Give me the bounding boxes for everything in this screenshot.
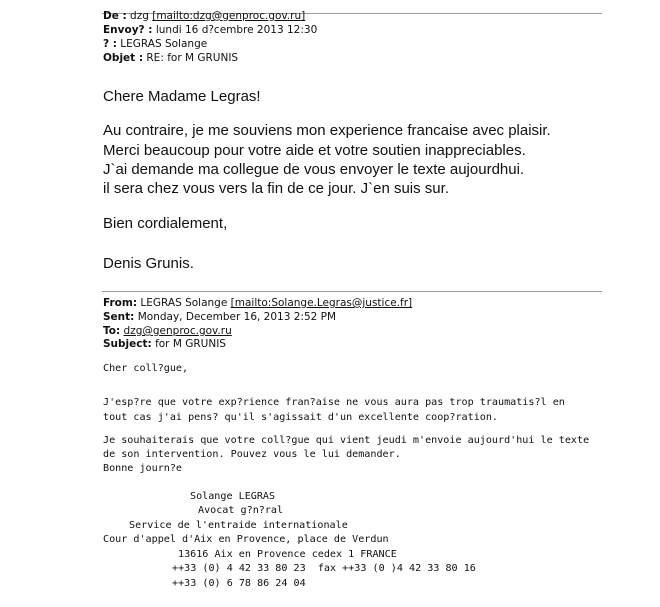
subject-label: Subject:	[103, 338, 152, 350]
orig-sent-line	[103, 311, 336, 323]
sig-mobile: ++33 (0) 6 78 86 24 04	[172, 578, 306, 589]
reply-greeting: Chere Madame Legras!	[103, 88, 261, 105]
sig-service: Service de l'entraide internationale	[129, 520, 348, 531]
sig-phone-fax: ++33 (0) 4 42 33 80 23 fax ++33 (0 )4 42 33 80 16	[172, 563, 476, 574]
from-mailto-link[interactable]: [mailto:dzg@genproc.gov.ru]	[152, 10, 306, 22]
reply-line: il sera chez vous vers la fin de ce jour. J`en suis sur.	[103, 180, 449, 197]
reply-subject-line	[103, 52, 238, 64]
from-label: From:	[103, 297, 138, 309]
orig-line: tout cas j'ai pens? qu'il s'agissait d'un excellente coop?ration.	[103, 412, 499, 423]
reply-line: Merci beaucoup pour votre aide et votre soutien inappreciables.	[103, 142, 526, 159]
sent-label: Sent:	[103, 311, 135, 323]
sent-value: lundi 16 d?cembre 2013 12:30	[155, 24, 318, 36]
reply-line: Au contraire, je me souviens mon experience francaise avec plaisir.	[103, 122, 551, 139]
reply-from-line	[103, 10, 305, 22]
from-mailto-link[interactable]: [mailto:Solange.Legras@justice.fr]	[230, 297, 413, 309]
orig-to-line	[103, 325, 232, 337]
reply-signature: Denis Grunis.	[103, 255, 194, 272]
sig-name: Solange LEGRAS	[190, 491, 276, 502]
reply-sent-line	[103, 24, 317, 36]
orig-line: J'esp?re que votre exp?rience fran?aise ne vous aura pas trop traumatis?l en	[103, 397, 565, 408]
sent-label: Envoy? :	[103, 24, 153, 36]
reply-line: J`ai demande ma collegue de vous envoyer le texte aujourdhui.	[103, 161, 525, 178]
sig-title: Avocat g?n?ral	[198, 505, 284, 516]
reply-to-line	[103, 38, 207, 50]
sig-city: 13616 Aix en Provence cedex 1 FRANCE	[178, 549, 397, 560]
to-value: LEGRAS Solange	[120, 38, 208, 50]
from-name: dzg	[130, 10, 149, 22]
sent-value: Monday, December 16, 2013 2:52 PM	[137, 311, 337, 323]
orig-greeting: Cher coll?gue,	[103, 363, 189, 374]
to-label: ? :	[103, 38, 117, 50]
orig-line: de son intervention. Pouvez vous le lui demander.	[103, 449, 401, 460]
reply-closing: Bien cordialement,	[103, 215, 228, 232]
orig-line: Je souhaiterais que votre coll?gue qui vient jeudi m'envoie aujourd'hui le texte	[103, 435, 590, 446]
subject-label: Objet :	[103, 52, 144, 64]
subject-value: RE: for M GRUNIS	[146, 52, 239, 64]
quoted-divider	[102, 291, 602, 292]
orig-line: Bonne journ?e	[103, 463, 183, 474]
from-label: De :	[103, 10, 127, 22]
orig-subject-line	[103, 338, 226, 350]
from-name: LEGRAS Solange	[140, 297, 228, 309]
orig-from-line	[103, 297, 412, 309]
subject-value: for M GRUNIS	[155, 338, 226, 350]
sig-address: Cour d'appel d'Aix en Provence, place de Verdun	[103, 534, 389, 545]
to-email-link[interactable]: dzg@genproc.gov.ru	[123, 325, 232, 337]
to-label: To:	[103, 325, 121, 337]
